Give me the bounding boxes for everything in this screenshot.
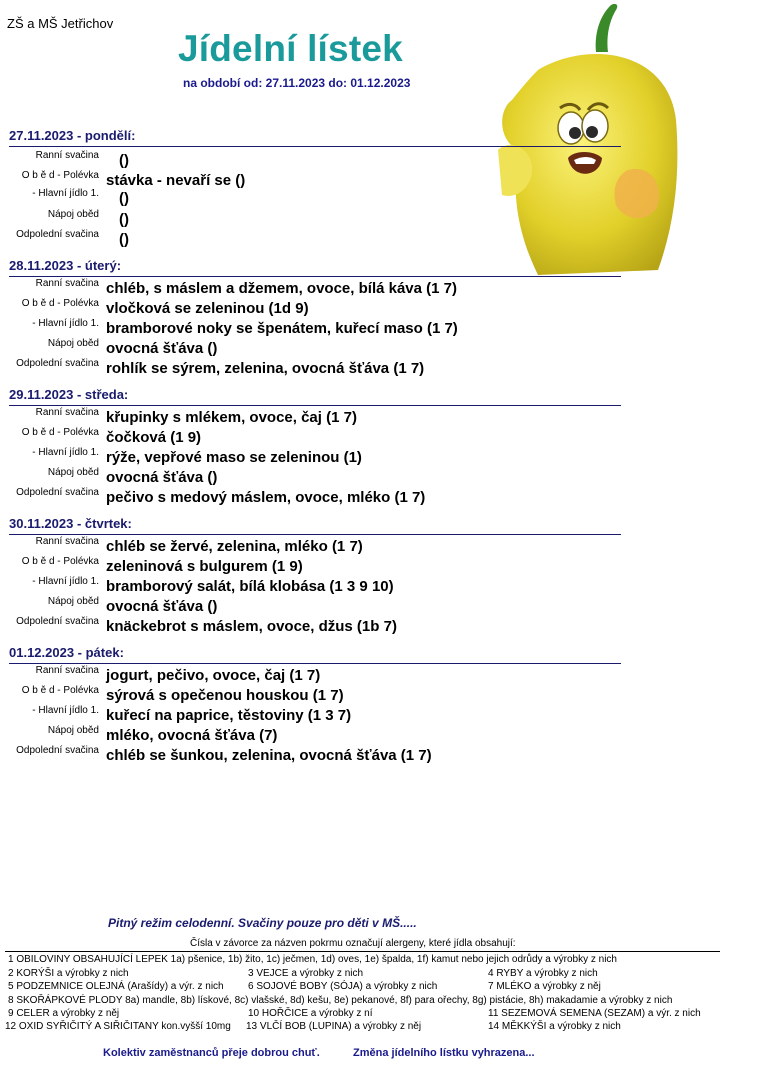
day-heading: 28.11.2023 - úterý:: [9, 258, 122, 273]
meal-value: čočková (1 9): [106, 429, 202, 446]
meal-label: O b ě d - Polévka: [21, 556, 99, 567]
school-name: ZŠ a MŠ Jetřichov: [7, 16, 114, 31]
day-heading: 29.11.2023 - středa:: [9, 387, 129, 402]
menu-row-ranni: [0, 536, 763, 556]
menu-row-polevka: [0, 556, 763, 576]
menu-row-napoj: [0, 596, 763, 616]
allergen-item: 5 PODZEMNICE OLEJNÁ (Arašídy) a výr. z nich: [8, 981, 224, 992]
allergen-item: 12 OXID SYŘIČITÝ A SIŘIČITANY kon.vyšší 10mg: [5, 1021, 231, 1032]
meal-label: Ranní svačina: [35, 278, 99, 289]
meal-label: Odpolední svačina: [16, 616, 99, 627]
meal-value: rohlík se sýrem, zelenina, ovocná šťáva (1 7): [106, 360, 425, 377]
day-heading: 30.11.2023 - čtvrtek:: [9, 516, 132, 531]
allergen-item: 11 SEZEMOVÁ SEMENA (SEZAM) a výr. z nich: [488, 1008, 701, 1019]
meal-label: O b ě d - Polévka: [21, 427, 99, 438]
day-heading: 01.12.2023 - pátek:: [9, 645, 124, 660]
meal-value: jogurt, pečivo, ovoce, čaj (1 7): [106, 667, 321, 684]
menu-row-napoj: [0, 209, 763, 229]
meal-label: Odpolední svačina: [16, 358, 99, 369]
drinking-note: Pitný režim celodenní. Svačiny pouze pro děti v MŠ.....: [108, 916, 417, 930]
meal-value: křupinky s mlékem, ovoce, čaj (1 7): [106, 409, 357, 426]
meal-value: ovocná šťáva (): [106, 598, 218, 615]
menu-row-hlavni: [0, 576, 763, 596]
meal-label: - Hlavní jídlo 1.: [32, 576, 99, 587]
menu-row-odpoledni: [0, 358, 763, 378]
day-heading: 27.11.2023 - pondělí:: [9, 128, 136, 143]
menu-row-polevka: [0, 427, 763, 447]
meal-label: Odpolední svačina: [16, 745, 99, 756]
meal-label: Odpolední svačina: [16, 487, 99, 498]
menu-row-ranni: [0, 665, 763, 685]
allergen-item: 3 VEJCE a výrobky z nich: [248, 968, 364, 979]
day-divider: [9, 405, 621, 406]
menu-row-ranni: [0, 150, 763, 170]
meal-value: stávka - nevaří se (): [106, 172, 246, 189]
meal-value: (): [119, 190, 129, 207]
menu-row-hlavni: [0, 447, 763, 467]
meal-label: - Hlavní jídlo 1.: [32, 705, 99, 716]
allergen-item: 9 CELER a výrobky z něj: [8, 1008, 120, 1019]
meal-label: O b ě d - Polévka: [21, 170, 99, 181]
day-divider: [9, 146, 621, 147]
day-divider: [9, 663, 621, 664]
meal-value: pečivo s medový máslem, ovoce, mléko (1 7): [106, 489, 426, 506]
meal-label: O b ě d - Polévka: [21, 685, 99, 696]
menu-row-odpoledni: [0, 487, 763, 507]
allergen-item: 4 RYBY a výrobky z nich: [488, 968, 598, 979]
meal-value: ovocná šťáva (): [106, 469, 218, 486]
meal-label: Ranní svačina: [35, 407, 99, 418]
footer-wish: Kolektiv zaměstnanců přeje dobrou chuť.: [103, 1047, 320, 1059]
menu-row-ranni: [0, 407, 763, 427]
allergen-intro: Čísla v závorce za názven pokrmu označují alergeny, které jídla obsahují:: [190, 938, 516, 949]
meal-value: kuřecí na paprice, těstoviny (1 3 7): [106, 707, 352, 724]
meal-value: (): [119, 231, 129, 248]
meal-value: vločková se zeleninou (1d 9): [106, 300, 309, 317]
meal-label: Nápoj oběd: [47, 338, 99, 349]
meal-value: zeleninová s bulgurem (1 9): [106, 558, 303, 575]
meal-label: Nápoj oběd: [47, 725, 99, 736]
allergen-item: 10 HOŘČICE a výrobky z ní: [248, 1008, 373, 1019]
menu-row-hlavni: [0, 705, 763, 725]
meal-label: Ranní svačina: [35, 536, 99, 547]
menu-row-polevka: [0, 170, 763, 190]
footer-disclaimer: Změna jídelního lístku vyhrazena...: [353, 1047, 535, 1059]
menu-row-napoj: [0, 725, 763, 745]
menu-row-ranni: [0, 278, 763, 298]
meal-label: Ranní svačina: [35, 665, 99, 676]
meal-label: - Hlavní jídlo 1.: [32, 447, 99, 458]
meal-value: chléb se šunkou, zelenina, ovocná šťáva (1 7): [106, 747, 432, 764]
meal-value: rýže, vepřové maso se zeleninou (1): [106, 449, 362, 466]
day-divider: [9, 276, 621, 277]
menu-row-polevka: [0, 298, 763, 318]
meal-value: mléko, ovocná šťáva (7): [106, 727, 278, 744]
meal-label: Nápoj oběd: [47, 596, 99, 607]
menu-row-hlavni: [0, 188, 763, 208]
menu-row-hlavni: [0, 318, 763, 338]
meal-label: O b ě d - Polévka: [21, 298, 99, 309]
meal-label: - Hlavní jídlo 1.: [32, 188, 99, 199]
allergen-item: 6 SOJOVÉ BOBY (SÓJA) a výrobky z nich: [248, 981, 438, 992]
menu-row-odpoledni: [0, 616, 763, 636]
menu-period: na období od: 27.11.2023 do: 01.12.2023: [183, 76, 411, 90]
meal-value: bramborové noky se špenátem, kuřecí maso (1 7): [106, 320, 458, 337]
meal-label: Nápoj oběd: [47, 209, 99, 220]
allergen-item: 2 KORÝŠI a výrobky z nich: [8, 968, 129, 979]
allergen-item: 1 OBILOVINY OBSAHUJÍCÍ LEPEK 1a) pšenice, 1b) žito, 1c) ječmen, 1d) oves, 1e) špalda, 1f) kamut nebo jejich odrůdy a výrobky z nich: [8, 954, 617, 965]
meal-value: sýrová s opečenou houskou (1 7): [106, 687, 344, 704]
meal-value: chléb, s máslem a džemem, ovoce, bílá káva (1 7): [106, 280, 457, 297]
meal-value: (): [119, 211, 129, 228]
menu-row-napoj: [0, 338, 763, 358]
allergen-item: 13 VLČÍ BOB (LUPINA) a výrobky z něj: [246, 1021, 422, 1032]
menu-row-napoj: [0, 467, 763, 487]
allergen-divider: [5, 951, 720, 952]
meal-value: knäckebrot s máslem, ovoce, džus (1b 7): [106, 618, 397, 635]
meal-value: bramborový salát, bílá klobása (1 3 9 10): [106, 578, 394, 595]
meal-value: (): [119, 152, 129, 169]
allergen-item: 7 MLÉKO a výrobky z něj: [488, 981, 601, 992]
menu-row-odpoledni: [0, 229, 763, 249]
meal-value: chléb se žervé, zelenina, mléko (1 7): [106, 538, 363, 555]
allergen-item: 14 MĚKKÝŠI a výrobky z nich: [488, 1021, 621, 1032]
menu-row-polevka: [0, 685, 763, 705]
menu-row-odpoledni: [0, 745, 763, 765]
allergen-item: 8 SKOŘÁPKOVÉ PLODY 8a) mandle, 8b) lískové, 8c) vlašské, 8d) kešu, 8e) pekanové, 8f) para ořechy, 8g) pistácie, 8h) makadamie a výrobky z nich: [8, 995, 673, 1006]
meal-label: Ranní svačina: [35, 150, 99, 161]
meal-label: - Hlavní jídlo 1.: [32, 318, 99, 329]
meal-label: Odpolední svačina: [16, 229, 99, 240]
meal-value: ovocná šťáva (): [106, 340, 218, 357]
meal-label: Nápoj oběd: [47, 467, 99, 478]
page-title: Jídelní lístek: [178, 28, 403, 69]
day-divider: [9, 534, 621, 535]
